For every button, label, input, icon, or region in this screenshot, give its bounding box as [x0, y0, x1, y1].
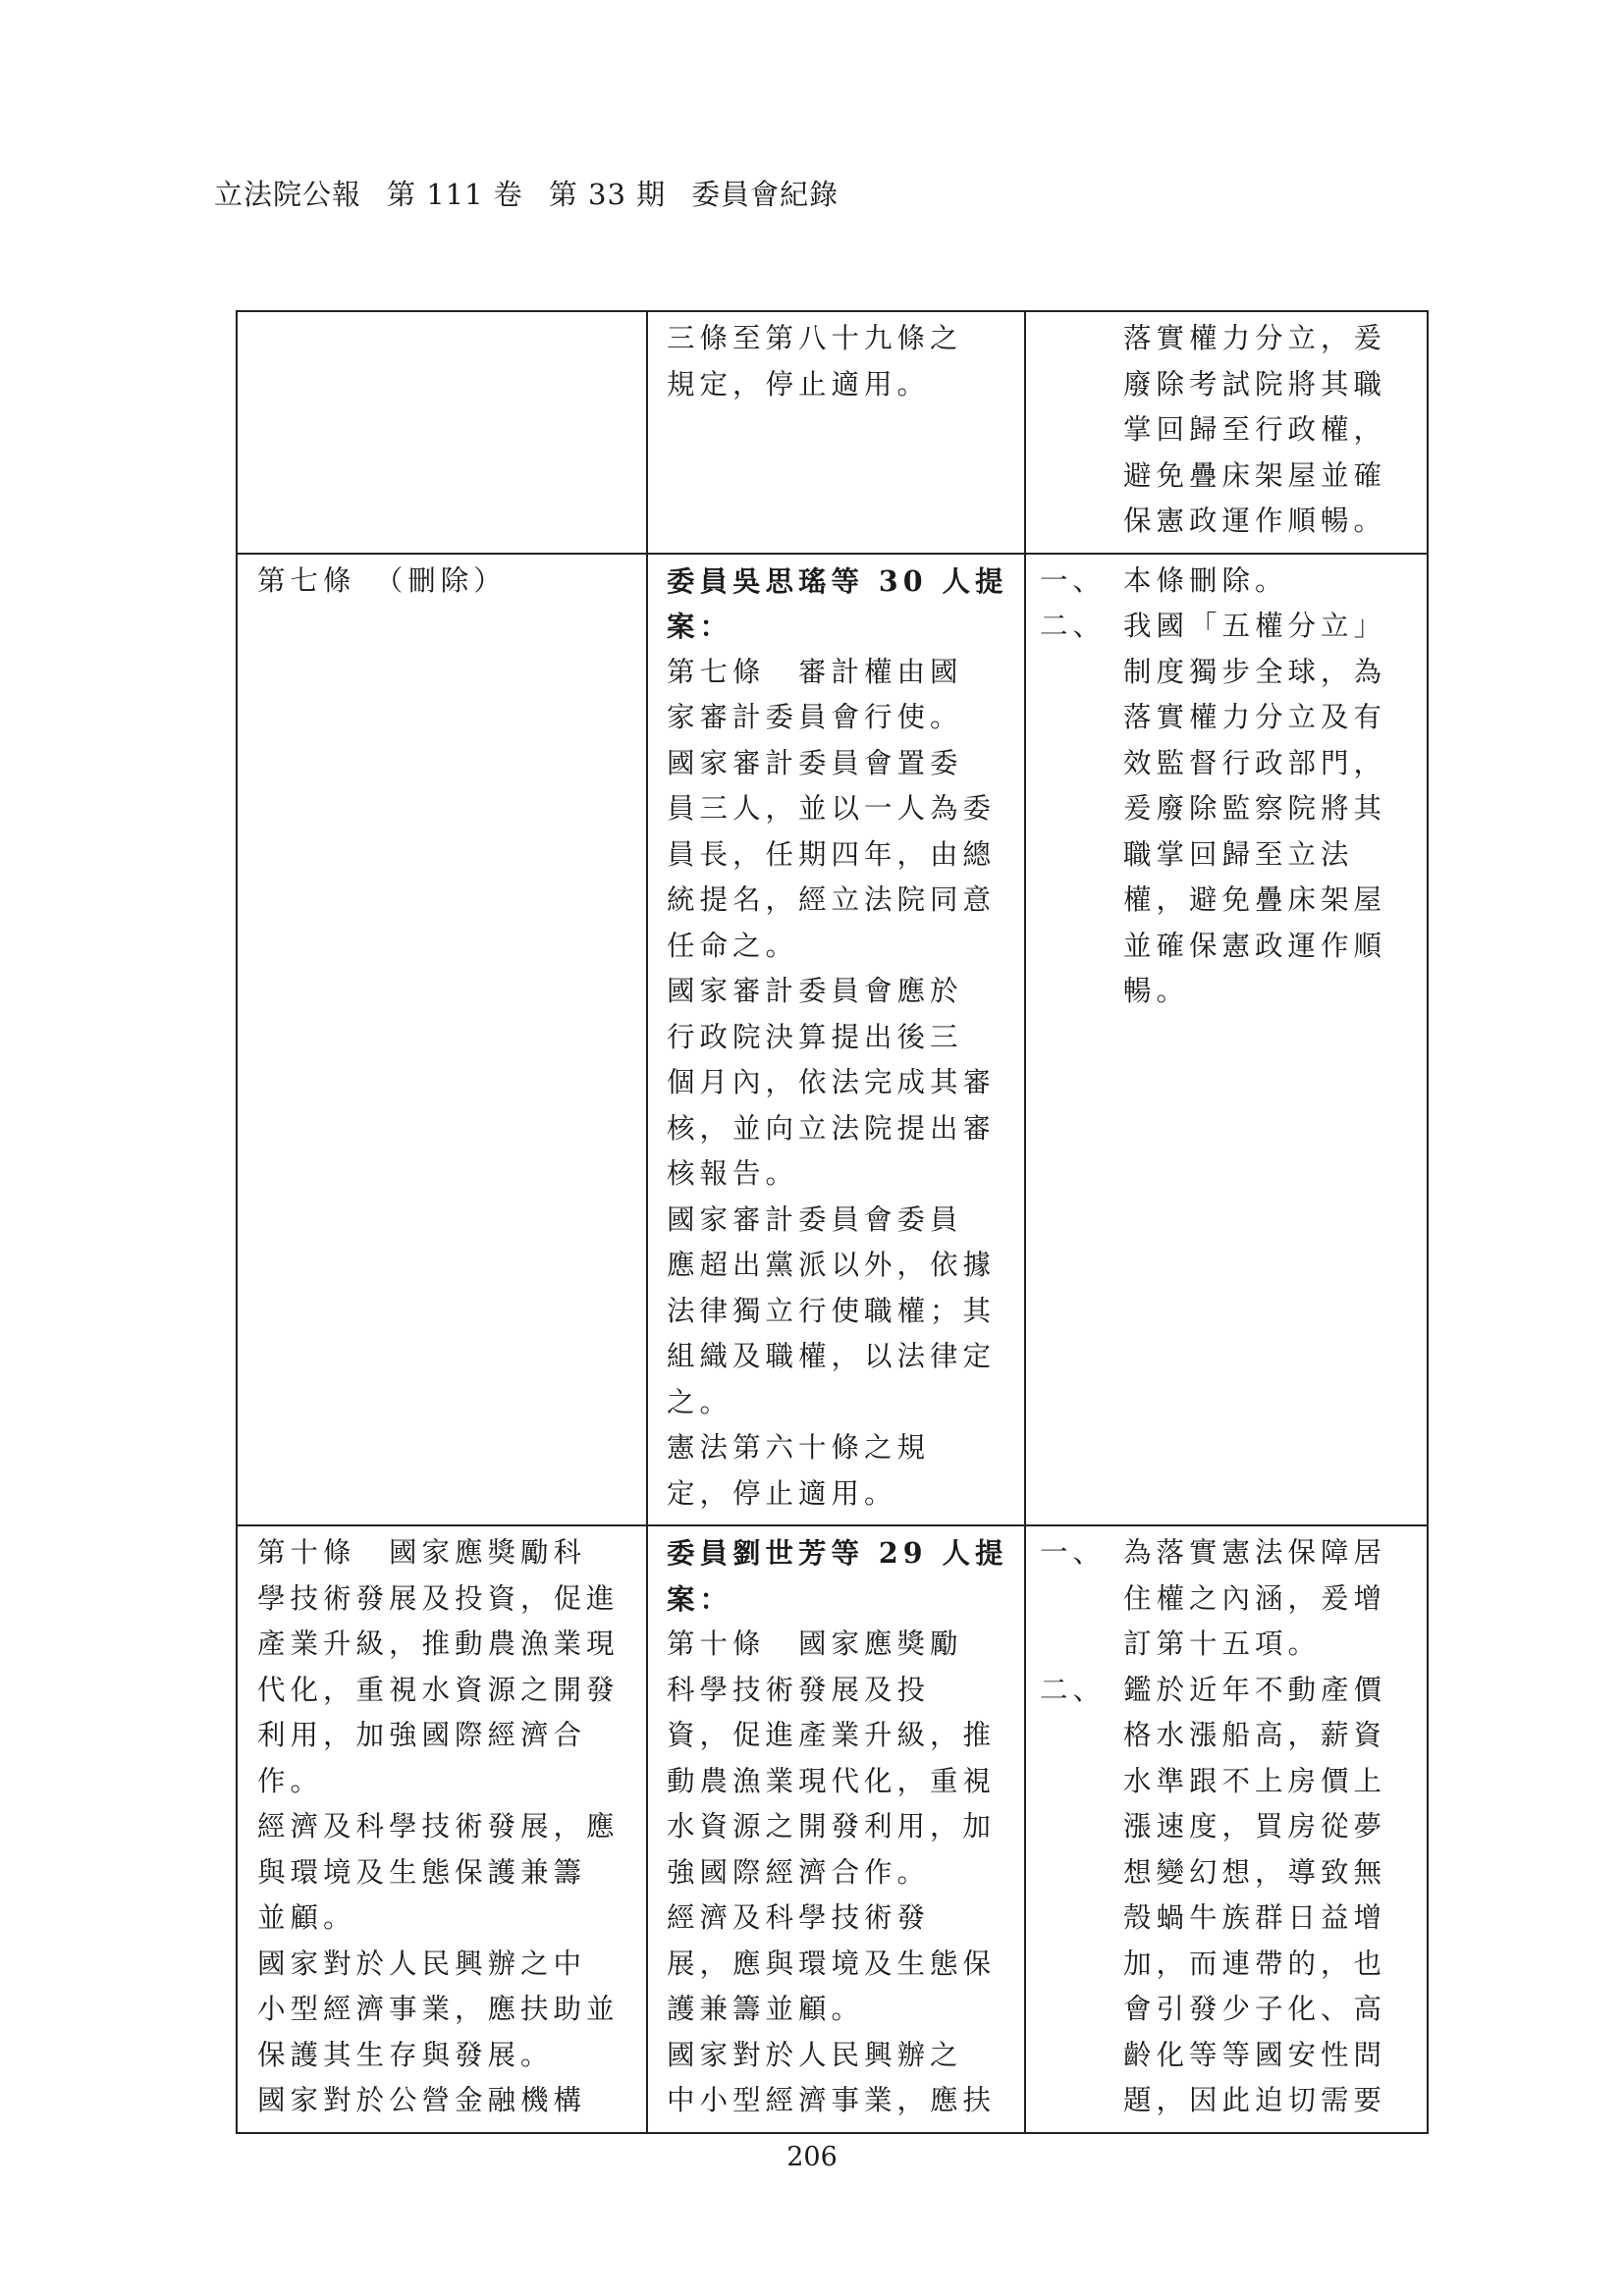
item-text: 避免疊床架屋並確 [1123, 458, 1387, 492]
text-line: 憲法第六十條之規 [667, 1431, 931, 1464]
explanation-line [1040, 2078, 1423, 2124]
text-line: 國家審計委員會置委 [667, 746, 963, 779]
explanation-line [1040, 741, 1423, 787]
item-text: 會引發少子化、高 [1123, 1993, 1387, 2025]
text-line: 家審計委員會行使。 [667, 701, 963, 733]
item-number: 一、 [1040, 1536, 1107, 1569]
proposal-title-line: 委員劉世芳等 29 人提 [667, 1536, 1008, 1570]
current-text-cell [237, 1525, 647, 2133]
text-line: 強國際經濟合作。 [667, 1855, 931, 1889]
text-line: 任命之。 [667, 929, 799, 962]
text-line: 國家審計委員會應於 [667, 975, 963, 1007]
explanation-line [1040, 924, 1423, 970]
text-line: 產業升級，推動農漁業現 [257, 1628, 620, 1660]
text-line: 第七條 審計權由國 [667, 655, 963, 688]
text-line: 員長，任期四年，由總 [667, 837, 997, 871]
explanation-line [1040, 1759, 1423, 1805]
explanation-line [1040, 1896, 1423, 1942]
explanation-line [1040, 604, 1423, 650]
current-text-cell [237, 554, 647, 1526]
explanation-cell [1025, 311, 1428, 554]
explanation-line [1040, 878, 1423, 924]
item-number: 二、 [1040, 610, 1107, 642]
item-text: 鑑於近年不動產價 [1123, 1673, 1387, 1706]
section-label: 委員會紀錄 [691, 178, 839, 211]
item-text: 加，而連帶的，也 [1123, 1947, 1387, 1980]
item-text: 題，因此迫切需要 [1123, 2084, 1387, 2116]
explanation-line [1040, 1850, 1423, 1896]
explanation-line [1040, 969, 1423, 1015]
text-line: 規定，停止適用。 [667, 367, 931, 400]
text-line: 定，停止適用。 [667, 1476, 897, 1510]
item-text: 住權之內涵，爰增 [1123, 1581, 1387, 1615]
text-line: 國家對於人民興辦之中 [257, 1947, 587, 1980]
item-text: 效監督行政部門， [1123, 746, 1387, 779]
item-text: 權，避免疊床架屋 [1123, 883, 1387, 916]
explanation-line [1040, 454, 1423, 500]
explanation-line [1040, 1804, 1423, 1850]
table-row [237, 311, 1428, 554]
item-text: 齡化等等國安性問 [1123, 2038, 1387, 2071]
text-line: 第七條 （刪除） [257, 563, 507, 597]
text-line: 三條至第八十九條之 [667, 322, 963, 354]
explanation-cell [1025, 554, 1428, 1526]
item-text: 職掌回歸至立法 [1123, 837, 1354, 871]
explanation-line [1040, 407, 1423, 454]
text-line: 資，促進產業升級，推 [667, 1719, 997, 1751]
current-text-cell [237, 311, 647, 554]
text-line: 並顧。 [257, 1901, 356, 1934]
item-text: 本條刪除。 [1123, 563, 1288, 597]
item-text: 訂第十五項。 [1123, 1628, 1322, 1660]
item-text: 廢除考試院將其職 [1123, 367, 1387, 400]
item-number: 一、 [1040, 563, 1107, 597]
explanation-line [1040, 2033, 1423, 2079]
text-line: 動農漁業現代化，重視 [667, 1764, 997, 1797]
explanation-line [1040, 650, 1423, 696]
text-line: 經濟及科學技術發展，應 [257, 1810, 620, 1842]
explanation-line [1040, 1576, 1423, 1623]
explanation-cell [1025, 1525, 1428, 2133]
text-line: 核報告。 [667, 1157, 799, 1190]
text-line: 核，並向立法院提出審 [667, 1111, 997, 1145]
table-row [237, 554, 1428, 1526]
text-line: 第十條 國家應獎勵科 [257, 1536, 587, 1569]
text-line: 個月內，依法完成其審 [667, 1066, 997, 1098]
text-line: 國家對於人民興辦之 [667, 2038, 963, 2071]
text-line: 護兼籌並顧。 [667, 1993, 865, 2025]
text-line: 經濟及科學技術發 [667, 1901, 931, 1934]
text-line: 科學技術發展及投 [667, 1673, 931, 1706]
text-line: 應超出黨派以外，依據 [667, 1249, 997, 1281]
text-line: 中小型經濟事業，應扶 [667, 2084, 997, 2116]
proposal-title-line: 案： [667, 1581, 733, 1616]
explanation-line [1040, 1530, 1423, 1576]
item-text: 想變幻想，導致無 [1123, 1855, 1387, 1889]
proposal-text-cell [647, 1525, 1025, 2133]
comparison-table [236, 310, 1429, 2134]
proposal-title-line: 委員吳思瑤等 30 人提 [667, 563, 1008, 598]
text-line: 學技術發展及投資，促進 [257, 1581, 620, 1615]
text-line: 展，應與環境及生態保 [667, 1947, 997, 1980]
explanation-line [1040, 1987, 1423, 2033]
item-text: 爰廢除監察院將其 [1123, 792, 1387, 825]
text-line: 水資源之開發利用，加 [667, 1810, 997, 1842]
explanation-line [1040, 1942, 1423, 1988]
item-number: 二、 [1040, 1673, 1107, 1706]
item-text: 殼蝸牛族群日益增 [1123, 1901, 1387, 1934]
proposal-text-cell [647, 554, 1025, 1526]
text-line: 國家審計委員會委員 [667, 1202, 963, 1236]
explanation-line [1040, 695, 1423, 741]
item-text: 水準跟不上房價上 [1123, 1764, 1387, 1797]
explanation-line [1040, 559, 1423, 605]
text-line: 法律獨立行使職權；其 [667, 1294, 997, 1327]
item-text: 暢。 [1123, 975, 1190, 1007]
text-line: 代化，重視水資源之開發 [257, 1673, 620, 1706]
explanation-line [1040, 1668, 1423, 1714]
proposal-title-line: 案： [667, 610, 733, 643]
item-text: 格水漲船高，薪資 [1123, 1719, 1387, 1751]
text-line: 統提名，經立法院同意 [667, 883, 997, 916]
volume-label: 第 111 卷 [387, 178, 523, 211]
explanation-line [1040, 832, 1423, 879]
item-text: 掌回歸至行政權， [1123, 413, 1387, 446]
text-line: 之。 [667, 1385, 733, 1418]
table-body [237, 311, 1428, 2133]
page-header [214, 173, 864, 213]
item-text: 保憲政運作順暢。 [1123, 505, 1387, 537]
text-line: 組織及職權，以法律定 [667, 1340, 997, 1372]
item-text: 制度獨步全球，為 [1123, 655, 1387, 688]
table-row [237, 1525, 1428, 2133]
item-text: 並確保憲政運作順 [1123, 929, 1387, 962]
item-text: 落實權力分立，爰 [1123, 322, 1387, 354]
issue-label: 第 33 期 [548, 178, 667, 211]
item-text: 為落實憲法保障居 [1123, 1536, 1387, 1569]
text-line: 與環境及生態保護兼籌 [257, 1855, 587, 1889]
text-line: 作。 [257, 1764, 324, 1797]
item-text: 我國「五權分立」 [1123, 610, 1387, 642]
proposal-text-cell [647, 311, 1025, 554]
explanation-line [1040, 316, 1423, 362]
explanation-line [1040, 362, 1423, 408]
text-line: 第十條 國家應獎勵 [667, 1628, 963, 1660]
text-line: 員三人，並以一人為委 [667, 792, 997, 825]
text-line: 國家對於公營金融機構 [257, 2084, 587, 2116]
publication-name: 立法院公報 [214, 178, 362, 211]
item-text: 落實權力分立及有 [1123, 701, 1387, 733]
text-line: 保護其生存與發展。 [257, 2038, 554, 2071]
text-line: 行政院決算提出後三 [667, 1020, 963, 1053]
explanation-line [1040, 499, 1423, 545]
page-number: 206 [786, 2142, 838, 2172]
explanation-line [1040, 1713, 1423, 1759]
text-line: 利用，加強國際經濟合 [257, 1719, 587, 1751]
item-text: 漲速度，買房從夢 [1123, 1810, 1387, 1842]
explanation-line [1040, 786, 1423, 832]
text-line: 小型經濟事業，應扶助並 [257, 1993, 620, 2025]
explanation-line [1040, 1622, 1423, 1668]
